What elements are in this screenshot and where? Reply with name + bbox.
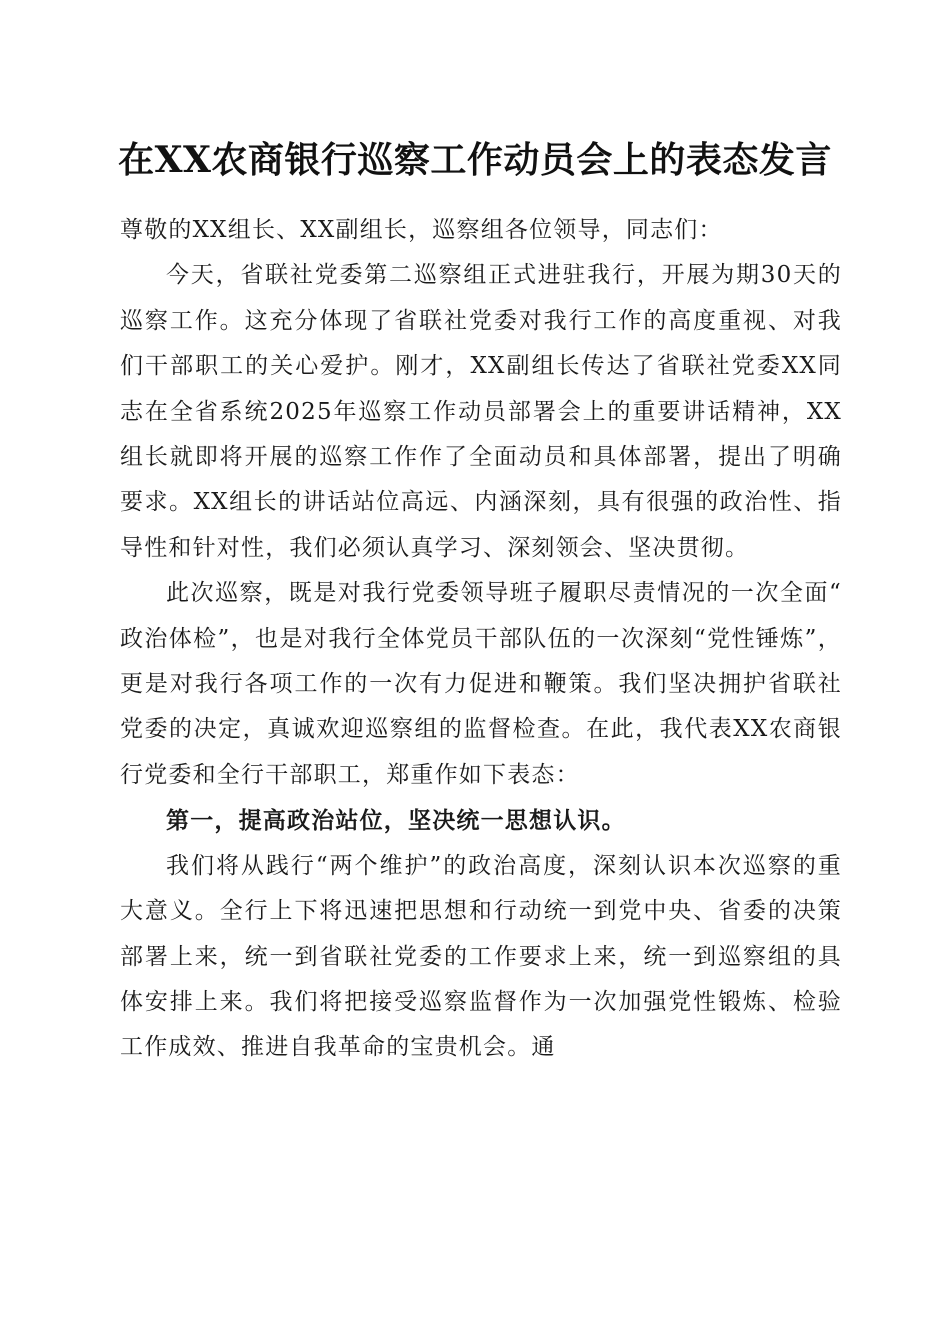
section-heading-first: 第一，提高政治站位，坚决统一思想认识。 xyxy=(166,807,626,835)
paragraph-opening: 今天，省联社党委第二巡察组正式进驻我行，开展为期30天的巡察工作。这充分体现了省联社党委对我行工作的高度重视、对我们干部职工的关心爱护。刚才，XX副组长传达了省联社党委XX同志在全省系统2025年巡察工作动员部署会上的重要讲话精神，XX组长就即将开展的巡察工作作了全面动员和具体部署，提出了明确要求。XX组长的讲话站位高远、内涵深刻，具有很强的政治性、指导性和针对性，我们必须认真学习、深刻领会、坚决贯彻。 xyxy=(120,262,842,561)
paragraph-inspection-significance: 此次巡察，既是对我行党委领导班子履职尽责情况的一次全面“政治体检”，也是对我行全体党员干部队伍的一次深刻“党性锤炼”，更是对我行各项工作的一次有力促进和鞭策。我们坚决拥护省联社党委的决定，真诚欢迎巡察组的监督检查。在此，我代表XX农商银行党委和全行干部职工，郑重作如下表态： xyxy=(120,580,842,788)
salutation: 尊敬的XX组长、XX副组长，巡察组各位领导，同志们： xyxy=(120,217,723,243)
document-title: 在XX农商银行巡察工作动员会上的表态发言 xyxy=(118,139,832,181)
paragraph-section-first: 我们将从践行“两个维护”的政治高度，深刻认识本次巡察的重大意义。全行上下将迅速把思想和行动统一到党中央、省委的决策部署上来，统一到省联社党委的工作要求上来，统一到巡察组的具体安排上来。我们将把接受巡察监督作为一次加强党性锻炼、检验工作成效、推进自我革命的宝贵机会。通 xyxy=(120,852,842,1061)
document-body xyxy=(120,208,842,1071)
